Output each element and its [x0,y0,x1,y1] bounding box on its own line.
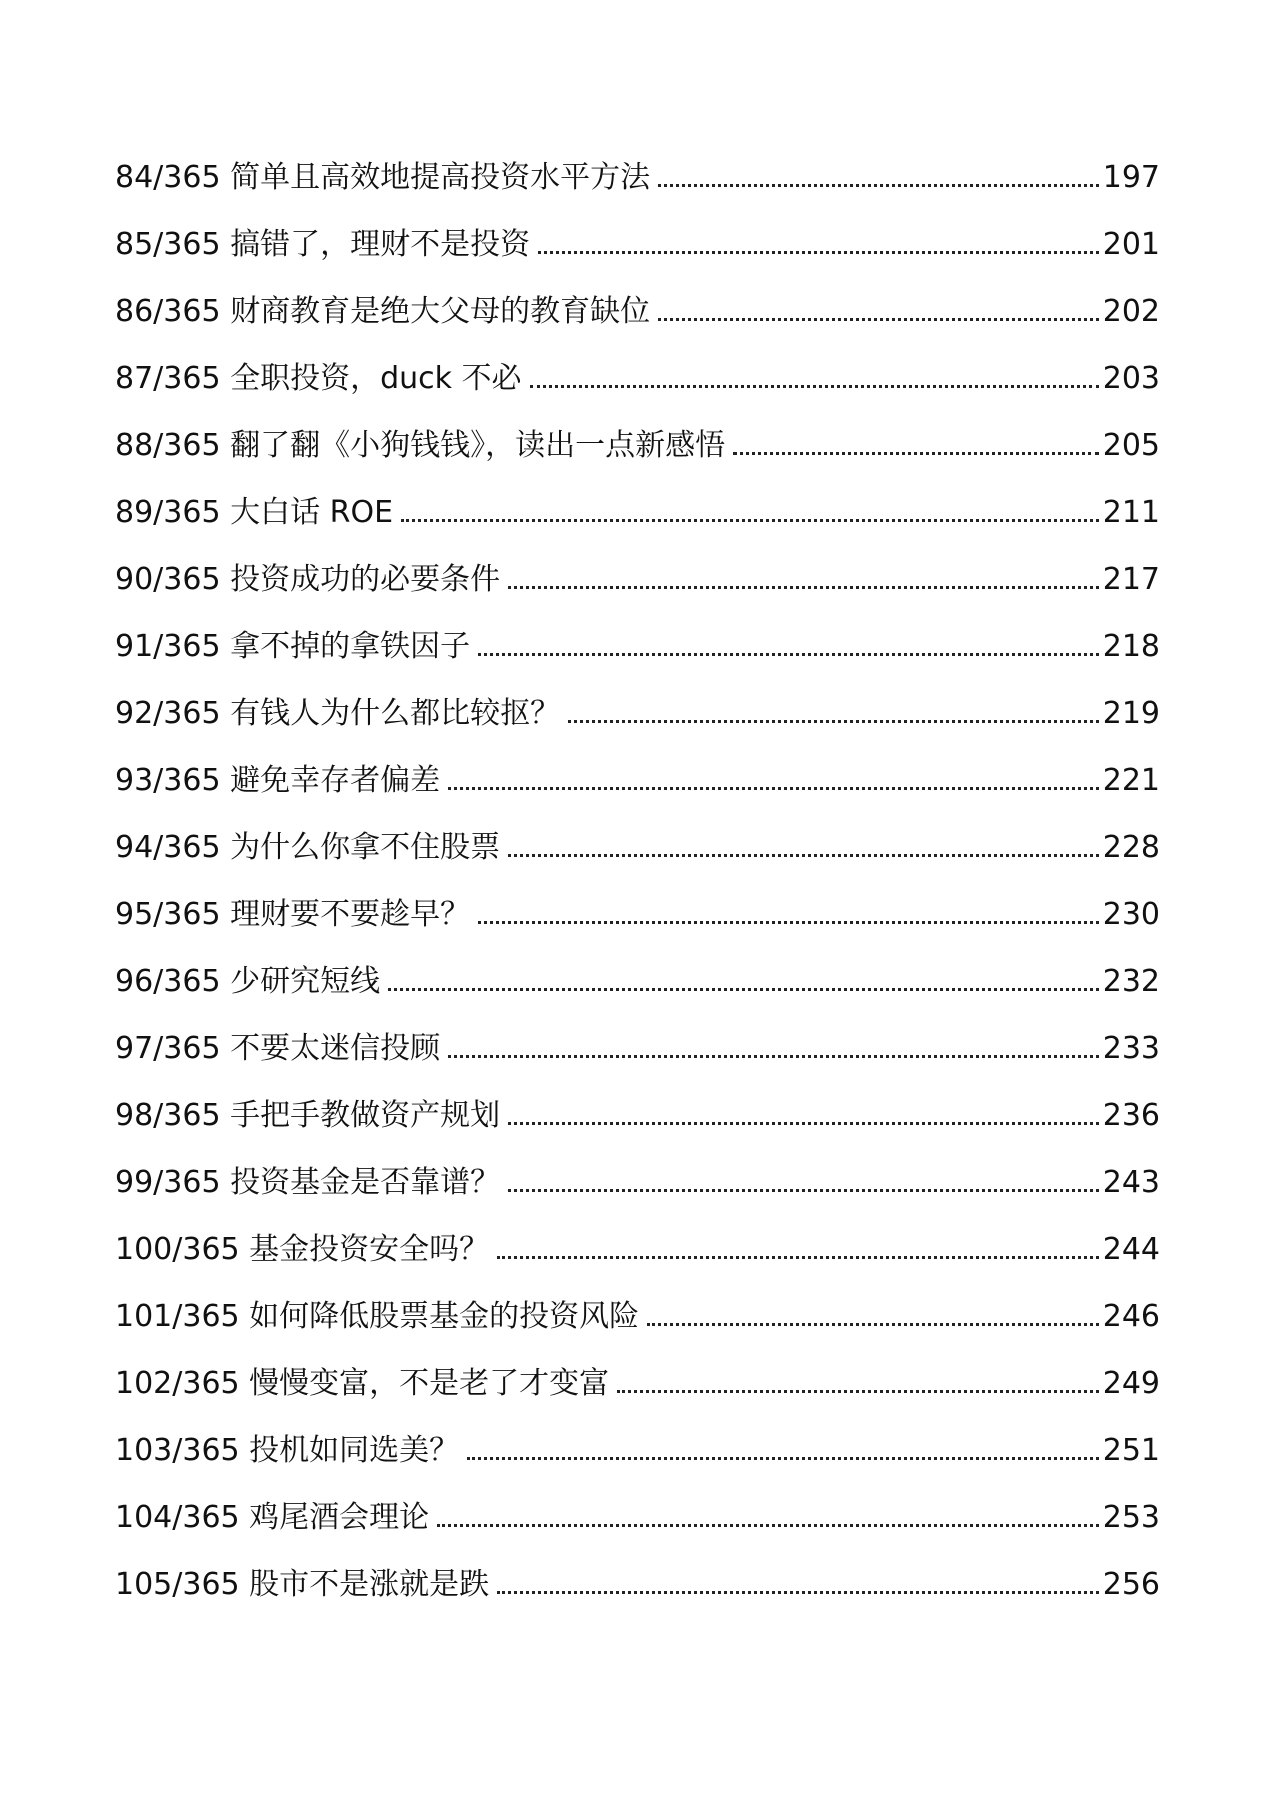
toc-entry[interactable] [115,225,1160,292]
toc-page-number: 211 [1102,495,1160,530]
toc-entry[interactable] [115,158,1160,225]
toc-page-number: 217 [1102,562,1160,597]
toc-entry-title: 89/365 大白话 ROE [115,495,394,530]
toc-dot-leader [478,921,1099,924]
toc-dot-leader [448,1055,1099,1058]
toc-entry[interactable] [115,292,1160,359]
toc-entry-title: 101/365 如何降低股票基金的投资风险 [115,1299,640,1334]
toc-page-number: 253 [1102,1500,1160,1535]
toc-entry[interactable] [115,1096,1160,1163]
toc-entry[interactable] [115,1431,1160,1498]
toc-page-number: 256 [1102,1567,1160,1602]
toc-dot-leader [733,452,1099,455]
toc-entry-title: 95/365 理财要不要趁早？ [115,897,471,932]
toc-dot-leader [530,385,1099,388]
toc-entry-title: 85/365 搞错了，理财不是投资 [115,227,531,262]
toc-dot-leader [568,720,1099,723]
toc-entry[interactable] [115,1297,1160,1364]
toc-page-number: 201 [1102,227,1160,262]
toc-page-number: 228 [1102,830,1160,865]
toc-dot-leader [508,854,1099,857]
toc-entry-title: 99/365 投资基金是否靠谱？ [115,1165,501,1200]
toc-entry[interactable] [115,1163,1160,1230]
toc-page-number: 203 [1102,361,1160,396]
toc-page-number: 218 [1102,629,1160,664]
toc-dot-leader [467,1457,1099,1460]
toc-page-number: 202 [1102,294,1160,329]
toc-entry[interactable] [115,1029,1160,1096]
toc-dot-leader [508,586,1099,589]
toc-entry[interactable] [115,560,1160,627]
toc-page-number: 230 [1102,897,1160,932]
toc-dot-leader [658,184,1099,187]
toc-entry-title: 84/365 简单且高效地提高投资水平方法 [115,160,651,195]
toc-entry[interactable] [115,1230,1160,1297]
toc-entry-title: 97/365 不要太迷信投顾 [115,1031,441,1066]
toc-dot-leader [508,1122,1099,1125]
toc-entry-title: 102/365 慢慢变富，不是老了才变富 [115,1366,610,1401]
toc-entry[interactable] [115,895,1160,962]
toc-dot-leader [388,988,1099,991]
toc-page-number: 246 [1102,1299,1160,1334]
toc-entry[interactable] [115,426,1160,493]
toc-entry-title: 96/365 少研究短线 [115,964,381,999]
toc-dot-leader [658,318,1099,321]
toc-page-number: 249 [1102,1366,1160,1401]
toc-page-number: 243 [1102,1165,1160,1200]
toc-dot-leader [508,1189,1099,1192]
toc-page-number: 236 [1102,1098,1160,1133]
toc-dot-leader [617,1390,1099,1393]
toc-page-number: 244 [1102,1232,1160,1267]
toc-entry[interactable] [115,627,1160,694]
toc-page-number: 251 [1102,1433,1160,1468]
toc-page-number: 233 [1102,1031,1160,1066]
toc-dot-leader [538,251,1099,254]
toc-entry[interactable] [115,1498,1160,1565]
toc-dot-leader [478,653,1099,656]
toc-entry-title: 100/365 基金投资安全吗？ [115,1232,490,1267]
toc-entry[interactable] [115,1565,1160,1632]
toc-entry-title: 91/365 拿不掉的拿铁因子 [115,629,471,664]
toc-page-number: 219 [1102,696,1160,731]
toc-entry-title: 93/365 避免幸存者偏差 [115,763,441,798]
toc-dot-leader [497,1591,1099,1594]
toc-entry-title: 98/365 手把手教做资产规划 [115,1098,501,1133]
toc-entry[interactable] [115,493,1160,560]
toc-entry[interactable] [115,962,1160,1029]
toc-entry[interactable] [115,828,1160,895]
toc-entry-title: 86/365 财商教育是绝大父母的教育缺位 [115,294,651,329]
toc-entry-title: 92/365 有钱人为什么都比较抠？ [115,696,561,731]
toc-entry-title: 103/365 投机如同选美？ [115,1433,460,1468]
toc-entry-title: 94/365 为什么你拿不住股票 [115,830,501,865]
table-of-contents [115,158,1160,1632]
toc-page-number: 232 [1102,964,1160,999]
toc-entry[interactable] [115,1364,1160,1431]
toc-dot-leader [437,1524,1099,1527]
toc-entry-title: 90/365 投资成功的必要条件 [115,562,501,597]
toc-page-number: 197 [1102,160,1160,195]
toc-dot-leader [448,787,1099,790]
toc-entry-title: 104/365 鸡尾酒会理论 [115,1500,430,1535]
toc-dot-leader [647,1323,1099,1326]
toc-page-number: 205 [1102,428,1160,463]
toc-entry-title: 105/365 股市不是涨就是跌 [115,1567,490,1602]
toc-entry[interactable] [115,694,1160,761]
toc-dot-leader [497,1256,1099,1259]
toc-entry-title: 88/365 翻了翻《小狗钱钱》，读出一点新感悟 [115,428,726,463]
toc-dot-leader [401,519,1099,522]
toc-page-number: 221 [1102,763,1160,798]
toc-entry-title: 87/365 全职投资，duck 不必 [115,361,522,396]
toc-entry[interactable] [115,359,1160,426]
toc-entry[interactable] [115,761,1160,828]
